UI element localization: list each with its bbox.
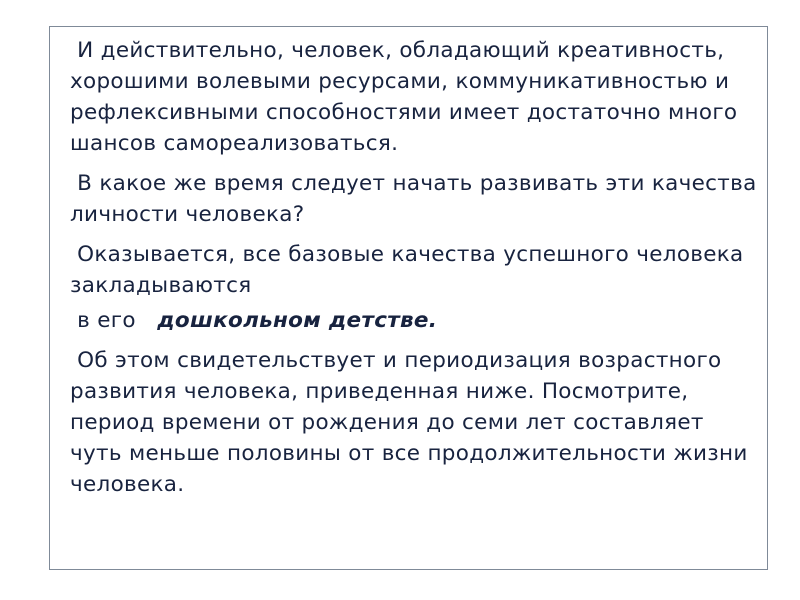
slide-text-block — [70, 35, 760, 509]
preschool-childhood-emphasis: дошкольном детстве. — [157, 308, 438, 333]
paragraph-periodization-text: Об этом свидетельствует и периодизация возрастного развития человека, приведенная ниже. Посмотрите, период времени от рождения до семи лет составляет чуть меньше половины от все продолжительности жизни человека. — [70, 348, 748, 497]
paragraph-preschool — [70, 305, 760, 336]
paragraph-question-text: В какое же время следует начать развивать эти качества личности человека? — [70, 171, 757, 227]
paragraph-creativity — [70, 35, 760, 159]
paragraph-periodization — [70, 345, 760, 500]
paragraph-qualities-text: Оказывается, все базовые качества успешного человека закладываются — [70, 242, 744, 298]
paragraph-creativity-text: И действительно, человек, обладающий креативность, хорошими волевыми ресурсами, коммуникативностью и рефлексивными способностями имеет достаточно много шансов самореализоваться. — [70, 38, 738, 156]
paragraph-question — [70, 168, 760, 230]
paragraph-qualities — [70, 239, 760, 301]
paragraph-preschool-prefix: в его — [77, 308, 136, 333]
